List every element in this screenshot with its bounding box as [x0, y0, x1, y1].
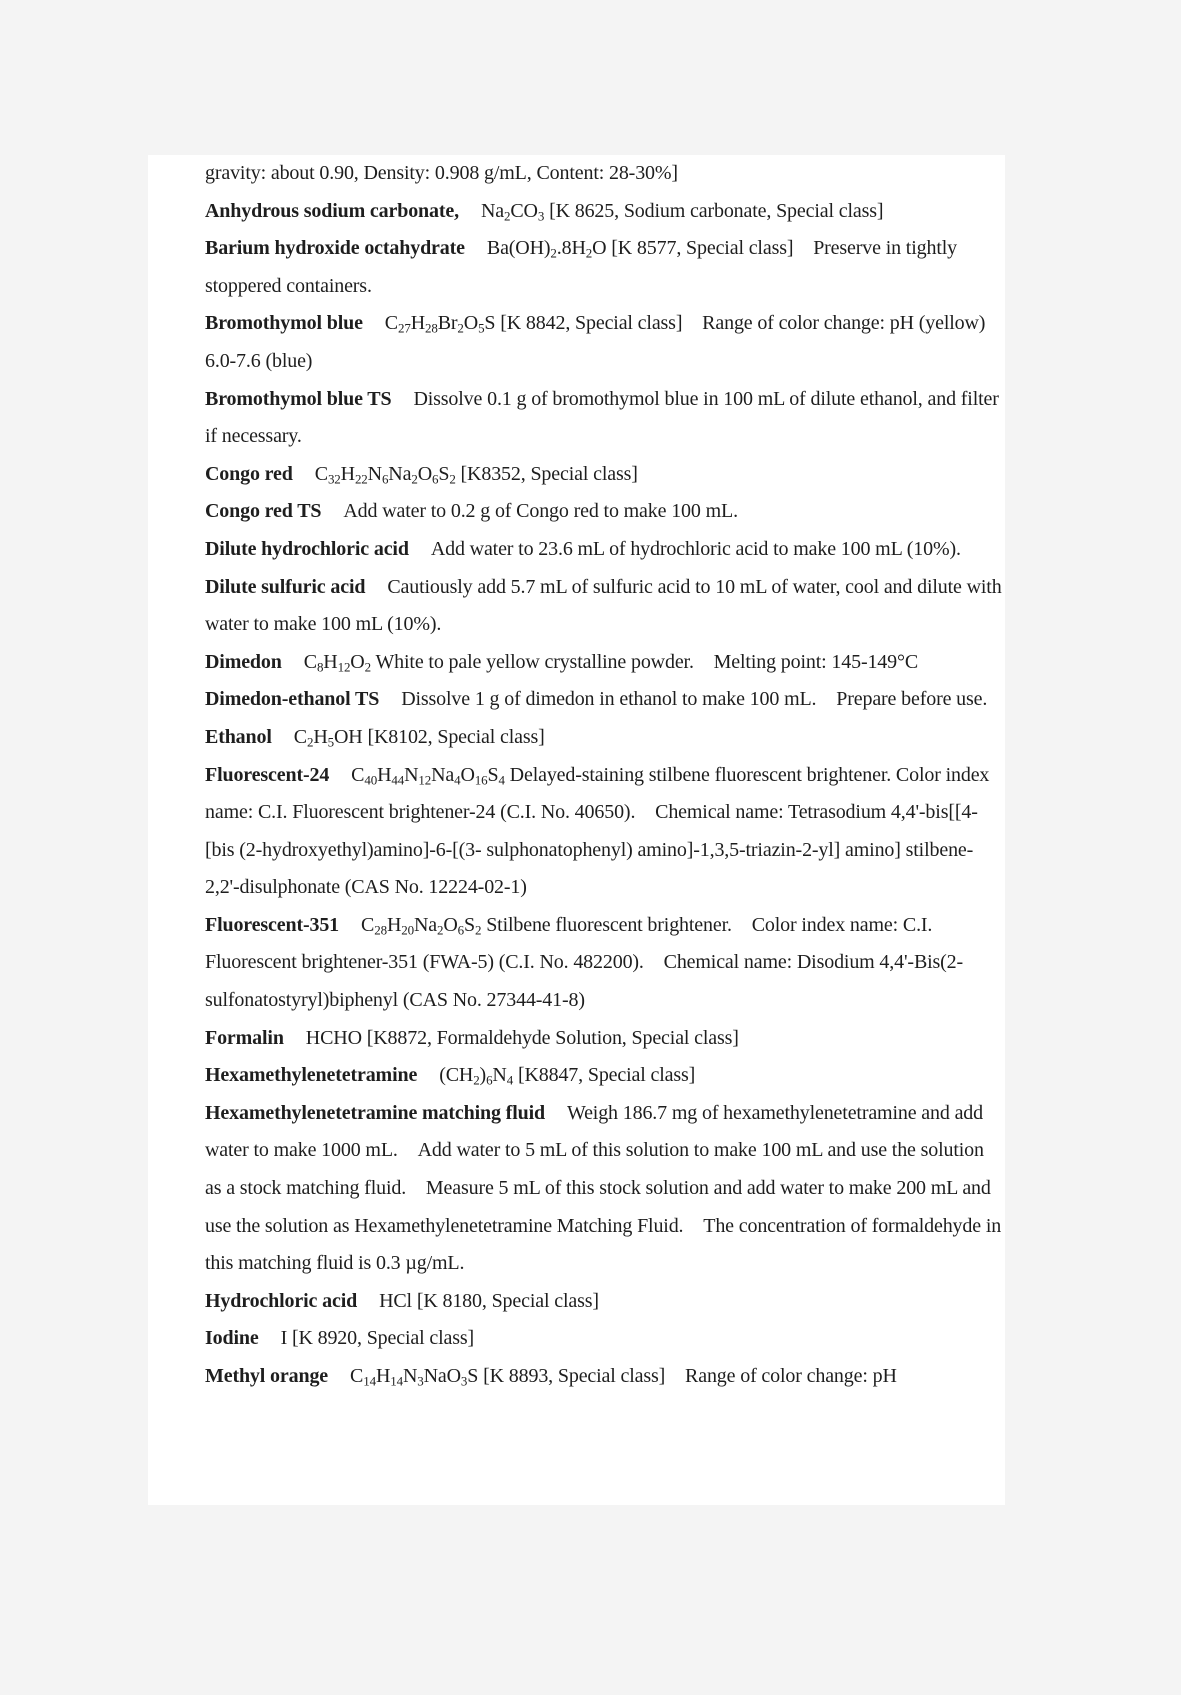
reagent-name: Dimedon	[205, 650, 282, 673]
chemical-formula: HCHO	[305, 1026, 362, 1049]
reagent-description: [K 8842, Special class] Range of color change: pH (yellow) 6.0-7.6 (blue)	[205, 312, 986, 372]
reagent-entry	[205, 907, 1005, 1020]
reagent-entry	[205, 305, 1005, 380]
reagent-entry	[205, 1320, 1005, 1358]
chemical-formula: $Na_2CO_3$	[480, 199, 545, 223]
reagent-name: Hydrochloric acid	[205, 1289, 358, 1312]
reagent-entry	[205, 531, 1005, 569]
chemical-formula: $C_{27}H_{28}Br_2O_5S$	[384, 312, 496, 336]
reagent-entry	[205, 757, 1005, 907]
continuation-text: gravity: about 0.90, Density: 0.908 g/mL, Content: 28-30%]	[205, 162, 678, 184]
chemical-formula: $Ba(OH)_2.8H_2O$	[486, 237, 607, 261]
reagent-description: [K 8577, Special class] Preserve in tightly stoppered containers.	[205, 237, 957, 297]
reagent-entry	[205, 719, 1005, 757]
reagent-description: Dissolve 1 g of dimedon in ethanol to make 100 mL. Prepare before use.	[401, 688, 988, 711]
reagent-description: White to pale yellow crystalline powder. Melting point: 145-149°C	[375, 650, 919, 673]
chemical-formula: $C_{28}H_{20}Na_2O_6S_2$	[361, 913, 482, 938]
reagent-entry	[205, 381, 1005, 456]
reagent-name: Bromothymol blue TS	[205, 387, 392, 410]
reagent-entry	[205, 230, 1005, 305]
reagent-name: Ethanol	[205, 725, 272, 748]
reagent-description: [K8872, Formaldehyde Solution, Special class]	[366, 1026, 739, 1049]
reagent-entry	[205, 644, 1005, 682]
reagent-name: Fluorescent-24	[205, 763, 330, 786]
reagent-description: Dissolve 0.1 g of bromothymol blue in 100 mL of dilute ethanol, and filter if necessary.	[205, 387, 999, 448]
reagent-name: Bromothymol blue	[205, 312, 363, 335]
reagent-description: [K 8625, Sodium carbonate, Special class]	[549, 199, 884, 222]
reagent-description: [K8847, Special class]	[517, 1064, 696, 1087]
reagent-description: Add water to 0.2 g of Congo red to make 100 mL.	[343, 500, 738, 523]
reagent-name: Barium hydroxide octahydrate	[205, 237, 465, 260]
reagent-name: Anhydrous sodium carbonate,	[205, 199, 459, 222]
reagent-name: Congo red TS	[205, 500, 322, 523]
reagent-entry	[205, 493, 1005, 531]
reagent-description: Stilbene fluorescent brightener. Color index name: C.I. Fluorescent brightener-351 (FWA-5) (C.I. No. 482200). Chemical name: Disodium 4,4'-Bis(2-sulfonatostyryl)biphenyl (CAS No. 27344-41-8)	[205, 913, 964, 1012]
entries-container	[205, 193, 1005, 1396]
reagent-entry	[205, 681, 1005, 719]
reagent-description: Delayed-staining stilbene fluorescent brightener. Color index name: C.I. Fluorescent brightener-24 (C.I. No. 40650). Chemical name: Tetrasodium 4,4'-bis[[4-[bis (2-hydroxyethyl)amino]-6-[(3- sulphonatophenyl) amino]-1,3,5-triazin-2-yl] amino] stilbene-2,2'-disulphonate (CAS No. 12224-02-1)	[205, 763, 990, 899]
chemical-formula: HCl	[379, 1289, 412, 1312]
reagent-entry	[205, 1057, 1005, 1095]
reagent-entry	[205, 569, 1005, 644]
reagent-entry	[205, 1095, 1005, 1283]
reagent-entry	[205, 1358, 1005, 1396]
document-page	[148, 155, 1005, 1505]
chemical-formula: I	[280, 1327, 288, 1350]
reagent-description: [K 8180, Special class]	[416, 1289, 599, 1312]
reagent-list	[205, 155, 1005, 1396]
reagent-name: Dilute hydrochloric acid	[205, 537, 409, 560]
reagent-entry	[205, 456, 1005, 494]
reagent-entry	[205, 1283, 1005, 1321]
chemical-formula: $C_{32}H_{22}N_6Na_2O_6S_2$	[314, 462, 456, 486]
reagent-description: Weigh 186.7 mg of hexamethylenetetramine and add water to make 1000 mL. Add water to 5 mL of this solution to make 100 mL and use the solution as a stock matching fluid. Measure 5 mL of this stock solution and add water to make 200 mL and use the solution as Hexamethylenetetramine Matching Fluid. The concentration of formaldehyde in this matching fluid is 0.3 µg/mL.	[205, 1101, 1002, 1275]
chemical-formula: $C_{40}H_{44}N_{12}Na_4O_{16}S_4$	[351, 763, 505, 787]
reagent-name: Methyl orange	[205, 1365, 329, 1387]
reagent-name: Dimedon-ethanol TS	[205, 688, 380, 711]
chemical-formula: $C_8H_{12}O_2$	[303, 650, 371, 674]
reagent-name: Formalin	[205, 1026, 284, 1049]
reagent-name: Iodine	[205, 1327, 259, 1350]
reagent-name: Hexamethylenetetramine matching fluid	[205, 1101, 545, 1124]
reagent-description: [K 8920, Special class]	[291, 1327, 475, 1350]
reagent-description: [K 8893, Special class] Range of color change: pH	[483, 1365, 897, 1387]
reagent-description: [K8102, Special class]	[367, 725, 545, 748]
reagent-description: [K8352, Special class]	[460, 462, 638, 485]
reagent-name: Congo red	[205, 462, 293, 485]
chemical-formula: $(CH_2)_6N_4$	[439, 1064, 514, 1088]
reagent-entry	[205, 1020, 1005, 1058]
reagent-name: Fluorescent-351	[205, 913, 340, 936]
reagent-description: Add water to 23.6 mL of hydrochloric acid to make 100 mL (10%).	[430, 537, 961, 560]
reagent-description: Cautiously add 5.7 mL of sulfuric acid to 10 mL of water, cool and dilute with water to make 100 mL (10%).	[205, 575, 1002, 636]
reagent-name: Hexamethylenetetramine	[205, 1064, 418, 1087]
chemical-formula: $C_2H_5OH$	[293, 725, 363, 750]
reagent-name: Dilute sulfuric acid	[205, 575, 366, 598]
reagent-entry	[205, 193, 1005, 231]
chemical-formula: $C_{14}H_{14}N_3NaO_3S$	[350, 1365, 479, 1389]
